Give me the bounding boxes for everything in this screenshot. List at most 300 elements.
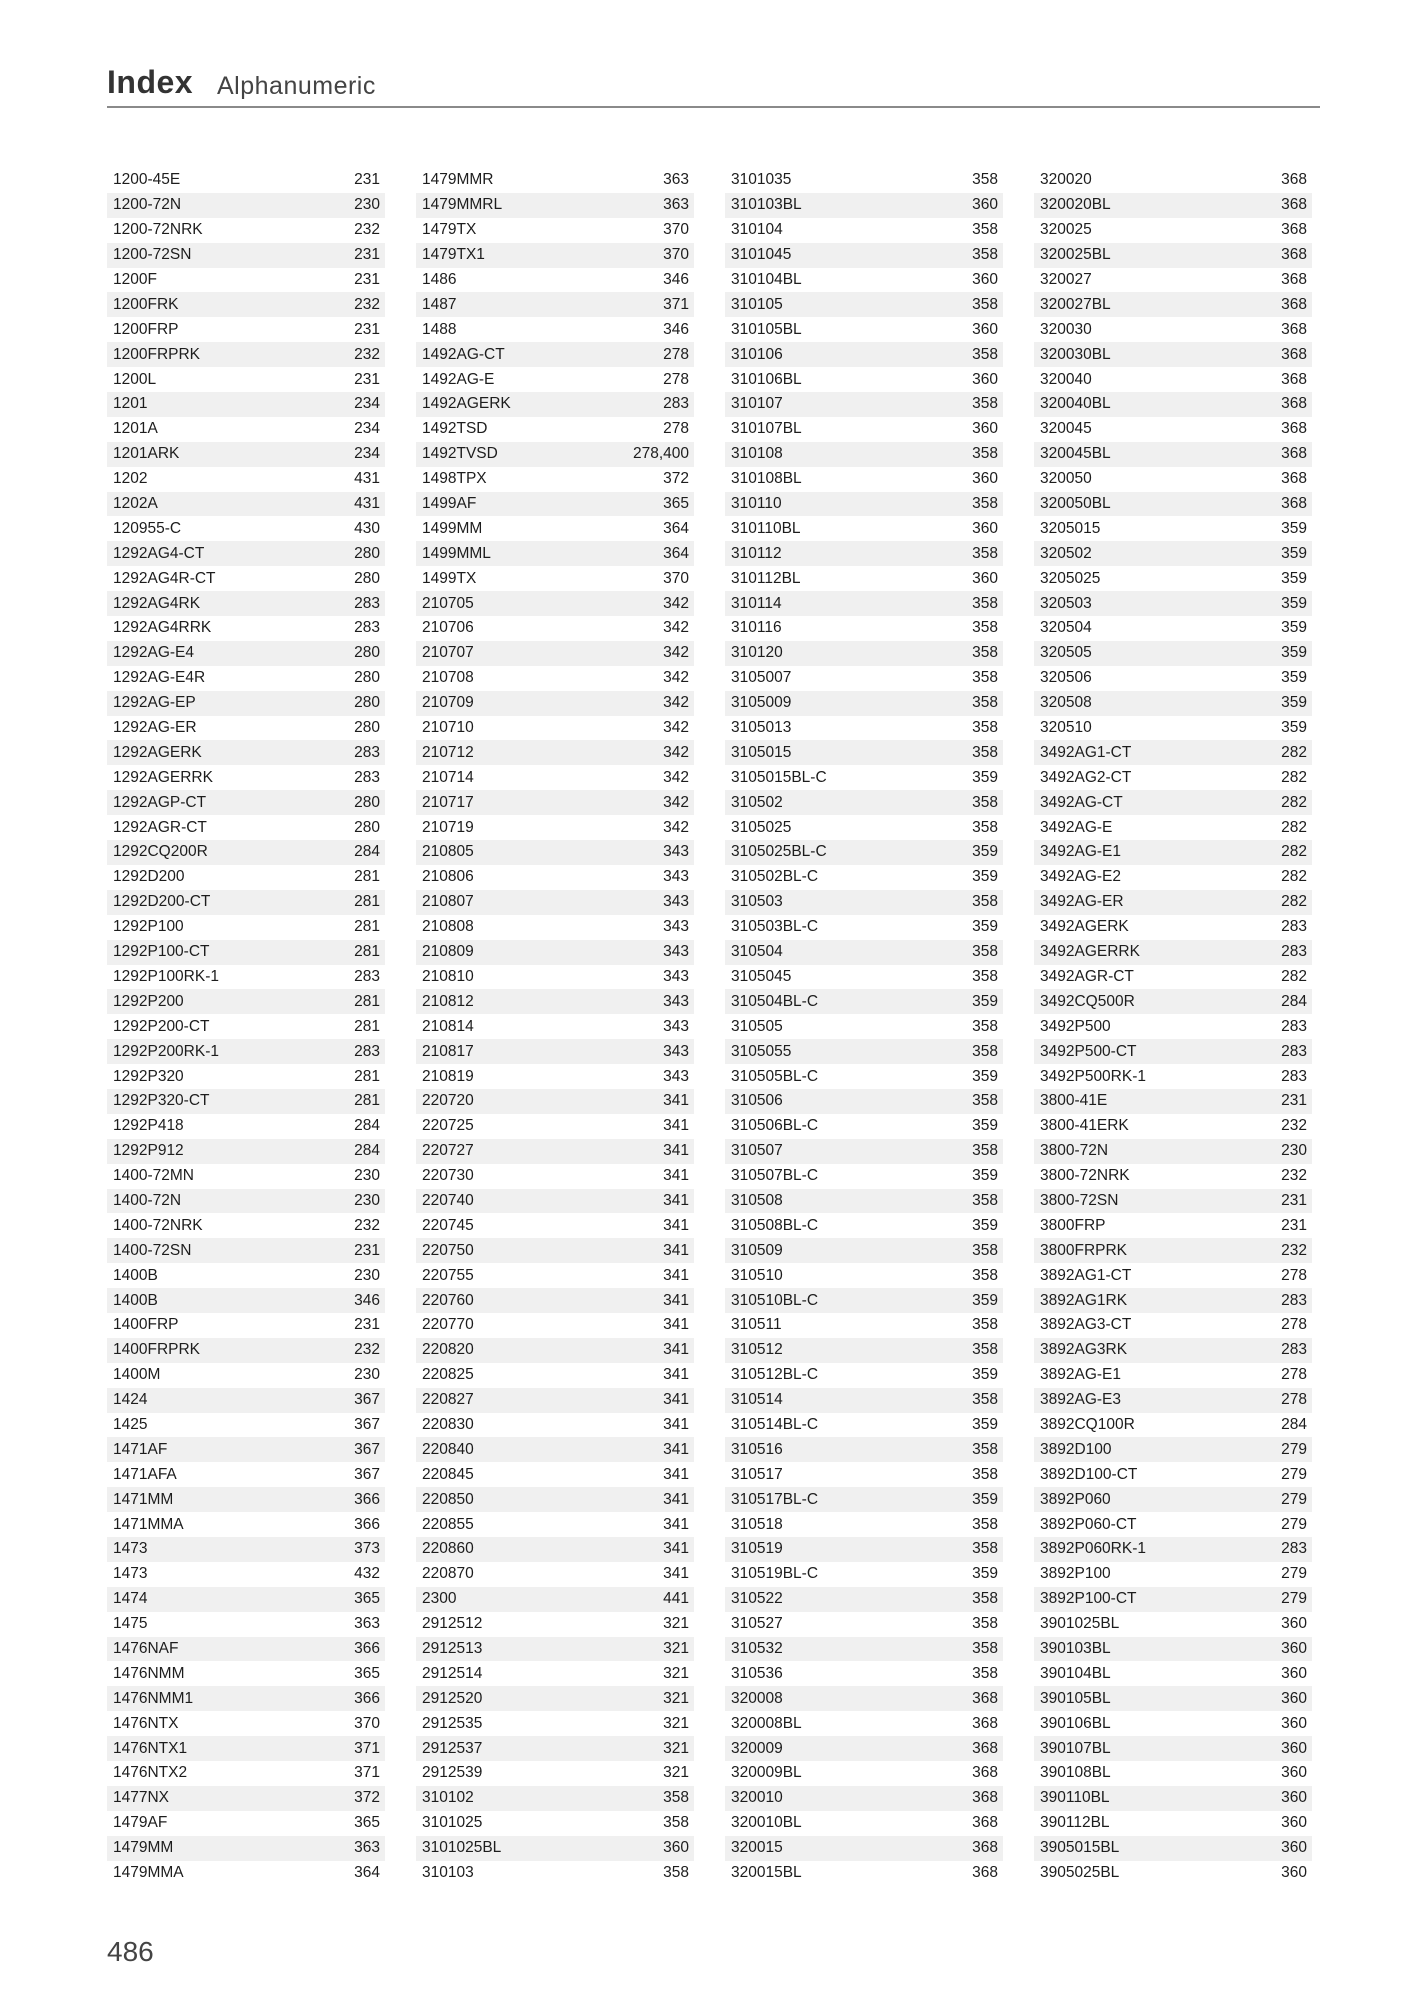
- index-row: [1034, 1039, 1312, 1064]
- page-reference: 441: [663, 1590, 689, 1608]
- index-row: [416, 1761, 694, 1786]
- part-number: 310519BL-C: [731, 1565, 819, 1583]
- index-row: [416, 1213, 694, 1238]
- index-row: [416, 1014, 694, 1039]
- page-reference: 358: [972, 445, 998, 463]
- part-number: 1292P100RK-1: [113, 967, 219, 985]
- page-reference: 342: [663, 644, 689, 662]
- page-reference: 358: [972, 1142, 998, 1160]
- index-row: [725, 566, 1003, 591]
- page-reference: 278: [663, 345, 689, 363]
- page-reference: 278,400: [632, 445, 689, 463]
- part-number: 220827: [422, 1391, 474, 1409]
- index-row: [1034, 218, 1312, 243]
- part-number: 220727: [422, 1142, 474, 1160]
- index-row: [107, 1064, 385, 1089]
- index-row: [1034, 1786, 1312, 1811]
- index-row: [416, 168, 694, 193]
- index-row: [1034, 367, 1312, 392]
- page-reference: 341: [663, 1366, 689, 1384]
- part-number: 1292P200RK-1: [113, 1042, 219, 1060]
- page-reference: 342: [663, 594, 689, 612]
- index-row: [416, 1861, 694, 1886]
- part-number: 310508BL-C: [731, 1216, 819, 1234]
- page-reference: 371: [354, 1764, 380, 1782]
- part-number: 1400M: [113, 1366, 161, 1384]
- part-number: 1473: [113, 1565, 148, 1583]
- page-reference: 358: [972, 743, 998, 761]
- part-number: 320030BL: [1040, 345, 1111, 363]
- part-number: 320030: [1040, 320, 1092, 338]
- part-number: 3492AG-E: [1040, 818, 1113, 836]
- page-reference: 367: [354, 1440, 380, 1458]
- index-row: [725, 1139, 1003, 1164]
- page-reference: 278: [1281, 1316, 1307, 1334]
- page-reference: 342: [663, 719, 689, 737]
- page-reference: 281: [354, 992, 380, 1010]
- index-row: [107, 492, 385, 517]
- page-reference: 321: [663, 1764, 689, 1782]
- part-number: 320040: [1040, 370, 1092, 388]
- index-row: [416, 1238, 694, 1263]
- part-number: 320040BL: [1040, 395, 1111, 413]
- page-reference: 359: [972, 868, 998, 886]
- page-reference: 341: [663, 1191, 689, 1209]
- page-reference: 366: [354, 1639, 380, 1657]
- page-reference: 282: [1281, 743, 1307, 761]
- part-number: 1400B: [113, 1266, 158, 1284]
- index-row: [725, 168, 1003, 193]
- index-row: [1034, 392, 1312, 417]
- index-row: [1034, 965, 1312, 990]
- page-reference: 360: [972, 196, 998, 214]
- part-number: 1202: [113, 470, 148, 488]
- index-row: [1034, 1761, 1312, 1786]
- part-number: 1400FRPRK: [113, 1341, 201, 1359]
- page-reference: 321: [663, 1664, 689, 1682]
- part-number: 310108BL: [731, 470, 802, 488]
- page-subtitle: Alphanumeric: [217, 72, 376, 100]
- index-row: [107, 865, 385, 890]
- index-row: [416, 541, 694, 566]
- page-reference: 358: [972, 395, 998, 413]
- index-row: [725, 367, 1003, 392]
- page-reference: 282: [1281, 793, 1307, 811]
- page-header: [107, 60, 1320, 108]
- index-row: [725, 1786, 1003, 1811]
- page-reference: 283: [1281, 1341, 1307, 1359]
- page-reference: 230: [354, 1167, 380, 1185]
- part-number: 1200-45E: [113, 171, 181, 189]
- page-reference: 230: [354, 1366, 380, 1384]
- part-number: 310514BL-C: [731, 1415, 819, 1433]
- part-number: 1471MM: [113, 1490, 174, 1508]
- index-row: [416, 1363, 694, 1388]
- index-row: [107, 1164, 385, 1189]
- part-number: 3492P500-CT: [1040, 1042, 1137, 1060]
- index-row: [1034, 1213, 1312, 1238]
- page-reference: 231: [354, 1316, 380, 1334]
- part-number: 220855: [422, 1515, 474, 1533]
- index-columns: [107, 168, 1320, 1888]
- index-row: [1034, 1487, 1312, 1512]
- part-number: 3105025: [731, 818, 792, 836]
- part-number: 1492AG-E: [422, 370, 495, 388]
- page-reference: 368: [972, 1714, 998, 1732]
- index-row: [1034, 168, 1312, 193]
- page-reference: 278: [1281, 1266, 1307, 1284]
- part-number: 310508: [731, 1191, 783, 1209]
- index-row: [1034, 516, 1312, 541]
- index-row: [725, 740, 1003, 765]
- index-row: [1034, 1114, 1312, 1139]
- part-number: 310504: [731, 943, 783, 961]
- part-number: 1471AF: [113, 1440, 168, 1458]
- part-number: 310510: [731, 1266, 783, 1284]
- page-reference: 358: [972, 1664, 998, 1682]
- index-row: [1034, 1064, 1312, 1089]
- part-number: 320050: [1040, 470, 1092, 488]
- page-reference: 343: [663, 868, 689, 886]
- part-number: 2912535: [422, 1714, 483, 1732]
- index-row: [416, 790, 694, 815]
- part-number: 310527: [731, 1615, 783, 1633]
- page-reference: 231: [354, 1241, 380, 1259]
- index-row: [725, 1811, 1003, 1836]
- part-number: 320503: [1040, 594, 1092, 612]
- index-row: [1034, 1263, 1312, 1288]
- part-number: 3800-41E: [1040, 1092, 1108, 1110]
- page-reference: 279: [1281, 1590, 1307, 1608]
- index-row: [107, 1761, 385, 1786]
- page-reference: 366: [354, 1490, 380, 1508]
- index-row: [107, 840, 385, 865]
- index-row: [1034, 1388, 1312, 1413]
- page-reference: 341: [663, 1391, 689, 1409]
- page-reference: 321: [663, 1714, 689, 1732]
- part-number: 2300: [422, 1590, 457, 1608]
- part-number: 3492AG-CT: [1040, 793, 1123, 811]
- part-number: 320009: [731, 1739, 783, 1757]
- index-row: [1034, 1313, 1312, 1338]
- page-reference: 281: [354, 1067, 380, 1085]
- page-reference: 360: [1281, 1839, 1307, 1857]
- index-row: [416, 1562, 694, 1587]
- index-row: [725, 1836, 1003, 1861]
- part-number: 1473: [113, 1540, 148, 1558]
- page-reference: 358: [972, 793, 998, 811]
- index-row: [416, 417, 694, 442]
- page-reference: 230: [1281, 1142, 1307, 1160]
- index-row: [725, 1313, 1003, 1338]
- index-row: [107, 417, 385, 442]
- part-number: 320510: [1040, 719, 1092, 737]
- index-row: [1034, 1164, 1312, 1189]
- page-reference: 281: [354, 918, 380, 936]
- part-number: 1488: [422, 320, 457, 338]
- index-row: [416, 1537, 694, 1562]
- index-row: [416, 815, 694, 840]
- page-reference: 343: [663, 843, 689, 861]
- page-reference: 341: [663, 1540, 689, 1558]
- index-row: [1034, 1512, 1312, 1537]
- page-reference: 230: [354, 1266, 380, 1284]
- index-row: [725, 1761, 1003, 1786]
- page-reference: 341: [663, 1565, 689, 1583]
- index-row: [416, 591, 694, 616]
- part-number: 1292AGR-CT: [113, 818, 207, 836]
- page-reference: 363: [663, 171, 689, 189]
- part-number: 3105015: [731, 743, 792, 761]
- index-row: [1034, 342, 1312, 367]
- part-number: 310503BL-C: [731, 918, 819, 936]
- page-reference: 231: [354, 320, 380, 338]
- index-row: [725, 1189, 1003, 1214]
- page-reference: 373: [354, 1540, 380, 1558]
- part-number: 1201: [113, 395, 148, 413]
- page-reference: 232: [354, 1216, 380, 1234]
- index-column-4: [1034, 168, 1312, 1885]
- index-row: [416, 989, 694, 1014]
- index-row: [1034, 840, 1312, 865]
- part-number: 210717: [422, 793, 474, 811]
- page-reference: 343: [663, 893, 689, 911]
- part-number: 310112BL: [731, 569, 801, 587]
- page-reference: 321: [663, 1739, 689, 1757]
- index-row: [725, 790, 1003, 815]
- part-number: 210706: [422, 619, 474, 637]
- page-reference: 232: [1281, 1241, 1307, 1259]
- part-number: 310116: [731, 619, 782, 637]
- part-number: 310107BL: [731, 420, 802, 438]
- part-number: 1400-72NRK: [113, 1216, 203, 1234]
- page-reference: 232: [354, 345, 380, 363]
- page-reference: 358: [972, 719, 998, 737]
- page-reference: 342: [663, 669, 689, 687]
- page-reference: 360: [1281, 1639, 1307, 1657]
- part-number: 310504BL-C: [731, 992, 819, 1010]
- page-reference: 359: [1281, 669, 1307, 687]
- page-reference: 360: [1281, 1739, 1307, 1757]
- index-row: [107, 1388, 385, 1413]
- part-number: 310503: [731, 893, 783, 911]
- page-reference: 278: [1281, 1391, 1307, 1409]
- part-number: 390104BL: [1040, 1664, 1111, 1682]
- part-number: 3892AG-E1: [1040, 1366, 1121, 1384]
- index-row: [416, 1338, 694, 1363]
- page-reference: 358: [972, 1017, 998, 1035]
- part-number: 3205015: [1040, 519, 1101, 537]
- index-row: [416, 1487, 694, 1512]
- page-reference: 368: [1281, 470, 1307, 488]
- page-reference: 358: [972, 669, 998, 687]
- index-row: [1034, 1562, 1312, 1587]
- index-row: [107, 989, 385, 1014]
- index-row: [725, 392, 1003, 417]
- part-number: 1292P418: [113, 1117, 184, 1135]
- index-row: [107, 1661, 385, 1686]
- index-row: [416, 890, 694, 915]
- page-reference: 280: [354, 793, 380, 811]
- part-number: 3492AGR-CT: [1040, 967, 1134, 985]
- index-row: [725, 1861, 1003, 1886]
- page-reference: 358: [972, 1241, 998, 1259]
- page-reference: 282: [1281, 768, 1307, 786]
- page-reference: 231: [1281, 1216, 1307, 1234]
- index-row: [416, 1263, 694, 1288]
- page-reference: 358: [663, 1814, 689, 1832]
- part-number: 3492AG-E2: [1040, 868, 1121, 886]
- page-reference: 231: [354, 171, 380, 189]
- index-row: [1034, 1612, 1312, 1637]
- index-row: [416, 740, 694, 765]
- page-reference: 358: [663, 1864, 689, 1881]
- page-reference: 358: [972, 893, 998, 911]
- part-number: 1292AG4R-CT: [113, 569, 216, 587]
- index-column-2: [416, 168, 694, 1885]
- index-row: [416, 915, 694, 940]
- part-number: 3492P500: [1040, 1017, 1111, 1035]
- part-number: 2912537: [422, 1739, 483, 1757]
- part-number: 3101025: [422, 1814, 483, 1832]
- index-row: [107, 268, 385, 293]
- page-reference: 284: [1281, 992, 1307, 1010]
- part-number: 310509: [731, 1241, 783, 1259]
- part-number: 320020: [1040, 171, 1092, 189]
- index-row: [1034, 1836, 1312, 1861]
- index-row: [416, 691, 694, 716]
- part-number: 310502: [731, 793, 783, 811]
- part-number: 210708: [422, 669, 474, 687]
- part-number: 1425: [113, 1415, 148, 1433]
- part-number: 310105BL: [731, 320, 802, 338]
- page-reference: 370: [354, 1714, 380, 1732]
- part-number: 1200-72N: [113, 196, 182, 214]
- page-reference: 359: [972, 1167, 998, 1185]
- part-number: 2912514: [422, 1664, 483, 1682]
- index-row: [725, 1164, 1003, 1189]
- page-reference: 342: [663, 793, 689, 811]
- page-reference: 343: [663, 1067, 689, 1085]
- part-number: 210808: [422, 918, 474, 936]
- part-number: 3492AG-ER: [1040, 893, 1124, 911]
- page-reference: 367: [354, 1391, 380, 1409]
- index-row: [1034, 1587, 1312, 1612]
- page-reference: 341: [663, 1142, 689, 1160]
- page-reference: 368: [972, 1864, 998, 1881]
- part-number: 1292AGP-CT: [113, 793, 207, 811]
- page-reference: 341: [663, 1415, 689, 1433]
- page-reference: 358: [972, 1042, 998, 1060]
- part-number: 1486: [422, 271, 457, 288]
- index-row: [107, 591, 385, 616]
- page-reference: 341: [663, 1092, 689, 1110]
- index-row: [725, 1686, 1003, 1711]
- index-row: [416, 1164, 694, 1189]
- page-reference: 360: [663, 1839, 689, 1857]
- part-number: 3492P500RK-1: [1040, 1067, 1146, 1085]
- index-row: [107, 467, 385, 492]
- part-number: 1200FRP: [113, 320, 179, 338]
- part-number: 210806: [422, 868, 474, 886]
- part-number: 1498TPX: [422, 470, 487, 488]
- page-reference: 321: [663, 1689, 689, 1707]
- index-row: [416, 1661, 694, 1686]
- part-number: 3105015BL-C: [731, 768, 827, 786]
- part-number: 1476NTX2: [113, 1764, 188, 1782]
- index-row: [107, 1263, 385, 1288]
- page-reference: 359: [972, 1216, 998, 1234]
- part-number: 1479MMR: [422, 171, 494, 189]
- index-row: [107, 1587, 385, 1612]
- index-row: [107, 765, 385, 790]
- part-number: 3205025: [1040, 569, 1101, 587]
- index-row: [725, 1064, 1003, 1089]
- part-number: 3892D100-CT: [1040, 1465, 1138, 1483]
- page-reference: 365: [663, 495, 689, 513]
- index-row: [416, 1811, 694, 1836]
- part-number: 3800FRPRK: [1040, 1241, 1128, 1259]
- index-row: [1034, 317, 1312, 342]
- part-number: 1476NMM: [113, 1664, 185, 1682]
- page-reference: 358: [972, 1540, 998, 1558]
- page-reference: 366: [354, 1515, 380, 1533]
- part-number: 310517BL-C: [731, 1490, 819, 1508]
- page-reference: 232: [1281, 1167, 1307, 1185]
- page-reference: 278: [1281, 1366, 1307, 1384]
- part-number: 1487: [422, 295, 457, 313]
- page-reference: 230: [354, 196, 380, 214]
- page-reference: 341: [663, 1167, 689, 1185]
- page-reference: 360: [1281, 1615, 1307, 1633]
- index-column-1: [107, 168, 385, 1885]
- index-row: [1034, 591, 1312, 616]
- page-reference: 368: [1281, 171, 1307, 189]
- index-row: [1034, 1089, 1312, 1114]
- page-reference: 346: [663, 320, 689, 338]
- index-row: [416, 1612, 694, 1637]
- page-reference: 431: [354, 470, 380, 488]
- index-row: [1034, 616, 1312, 641]
- index-row: [107, 218, 385, 243]
- page-reference: 368: [1281, 345, 1307, 363]
- index-row: [725, 1388, 1003, 1413]
- page-reference: 368: [972, 1764, 998, 1782]
- part-number: 2912539: [422, 1764, 483, 1782]
- part-number: 1200-72SN: [113, 246, 192, 264]
- part-number: 1200F: [113, 271, 157, 288]
- part-number: 3892P100: [1040, 1565, 1111, 1583]
- part-number: 3892AG-E3: [1040, 1391, 1121, 1409]
- page-reference: 368: [972, 1739, 998, 1757]
- index-row: [1034, 1437, 1312, 1462]
- index-row: [1034, 1661, 1312, 1686]
- index-row: [725, 243, 1003, 268]
- part-number: 310514: [731, 1391, 783, 1409]
- part-number: 320505: [1040, 644, 1092, 662]
- page-reference: 280: [354, 569, 380, 587]
- page-reference: 358: [972, 818, 998, 836]
- part-number: 210709: [422, 694, 474, 712]
- index-row: [1034, 1462, 1312, 1487]
- page-reference: 343: [663, 943, 689, 961]
- page-reference: 358: [972, 943, 998, 961]
- page-reference: 343: [663, 1042, 689, 1060]
- page-reference: 281: [354, 1017, 380, 1035]
- page-reference: 364: [354, 1864, 380, 1881]
- index-row: [416, 1388, 694, 1413]
- page-reference: 358: [972, 171, 998, 189]
